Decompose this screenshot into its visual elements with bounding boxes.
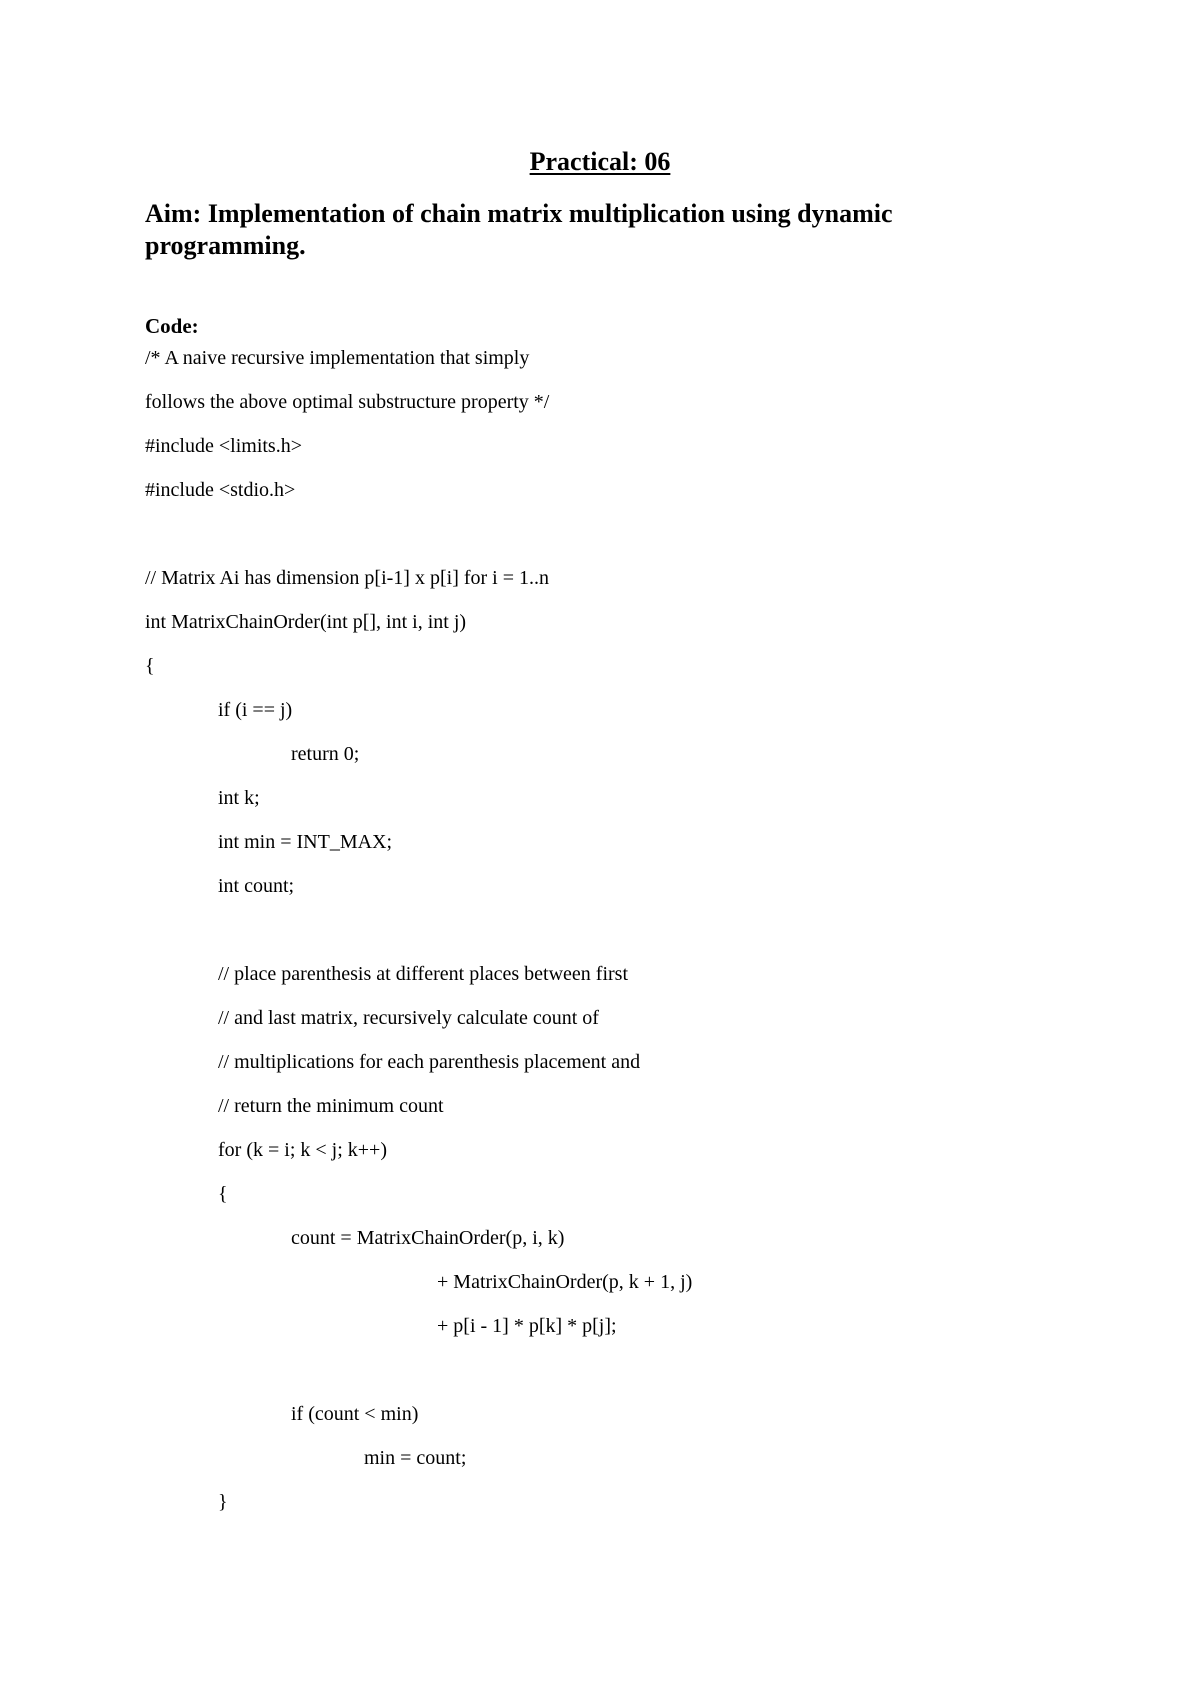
- code-line: + MatrixChainOrder(p, k + 1, j): [437, 1271, 693, 1293]
- code-line: int MatrixChainOrder(int p[], int i, int j): [145, 611, 467, 633]
- code-line: min = count;: [364, 1447, 467, 1469]
- code-line: #include <limits.h>: [145, 435, 302, 457]
- page-title: Practical: 06: [529, 147, 671, 176]
- code-line: }: [218, 1491, 228, 1513]
- aim-heading: Aim: Implementation of chain matrix multiplication using dynamic programming.: [145, 199, 893, 260]
- code-line: // Matrix Ai has dimension p[i-1] x p[i] for i = 1..n: [145, 567, 550, 589]
- code-line: return 0;: [291, 743, 360, 765]
- code-line: count = MatrixChainOrder(p, i, k): [291, 1227, 565, 1249]
- code-line: // and last matrix, recursively calculate count of: [218, 1007, 599, 1029]
- code-line: {: [145, 655, 155, 677]
- code-line: {: [218, 1183, 228, 1205]
- code-line: #include <stdio.h>: [145, 479, 296, 501]
- code-line: int k;: [218, 787, 260, 809]
- code-line: follows the above optimal substructure property */: [145, 391, 550, 413]
- code-line: /* A naive recursive implementation that simply: [145, 347, 530, 369]
- code-line: if (i == j): [218, 699, 293, 721]
- code-line: int count;: [218, 875, 295, 897]
- code-line: for (k = i; k < j; k++): [218, 1139, 387, 1161]
- code-line: if (count < min): [291, 1403, 419, 1425]
- code-heading: Code:: [145, 314, 199, 338]
- code-line: + p[i - 1] * p[k] * p[j];: [437, 1315, 617, 1337]
- code-line: // return the minimum count: [218, 1095, 444, 1117]
- code-line: // place parenthesis at different places between first: [218, 963, 629, 985]
- code-line: int min = INT_MAX;: [218, 831, 393, 853]
- code-line: // multiplications for each parenthesis placement and: [218, 1051, 641, 1073]
